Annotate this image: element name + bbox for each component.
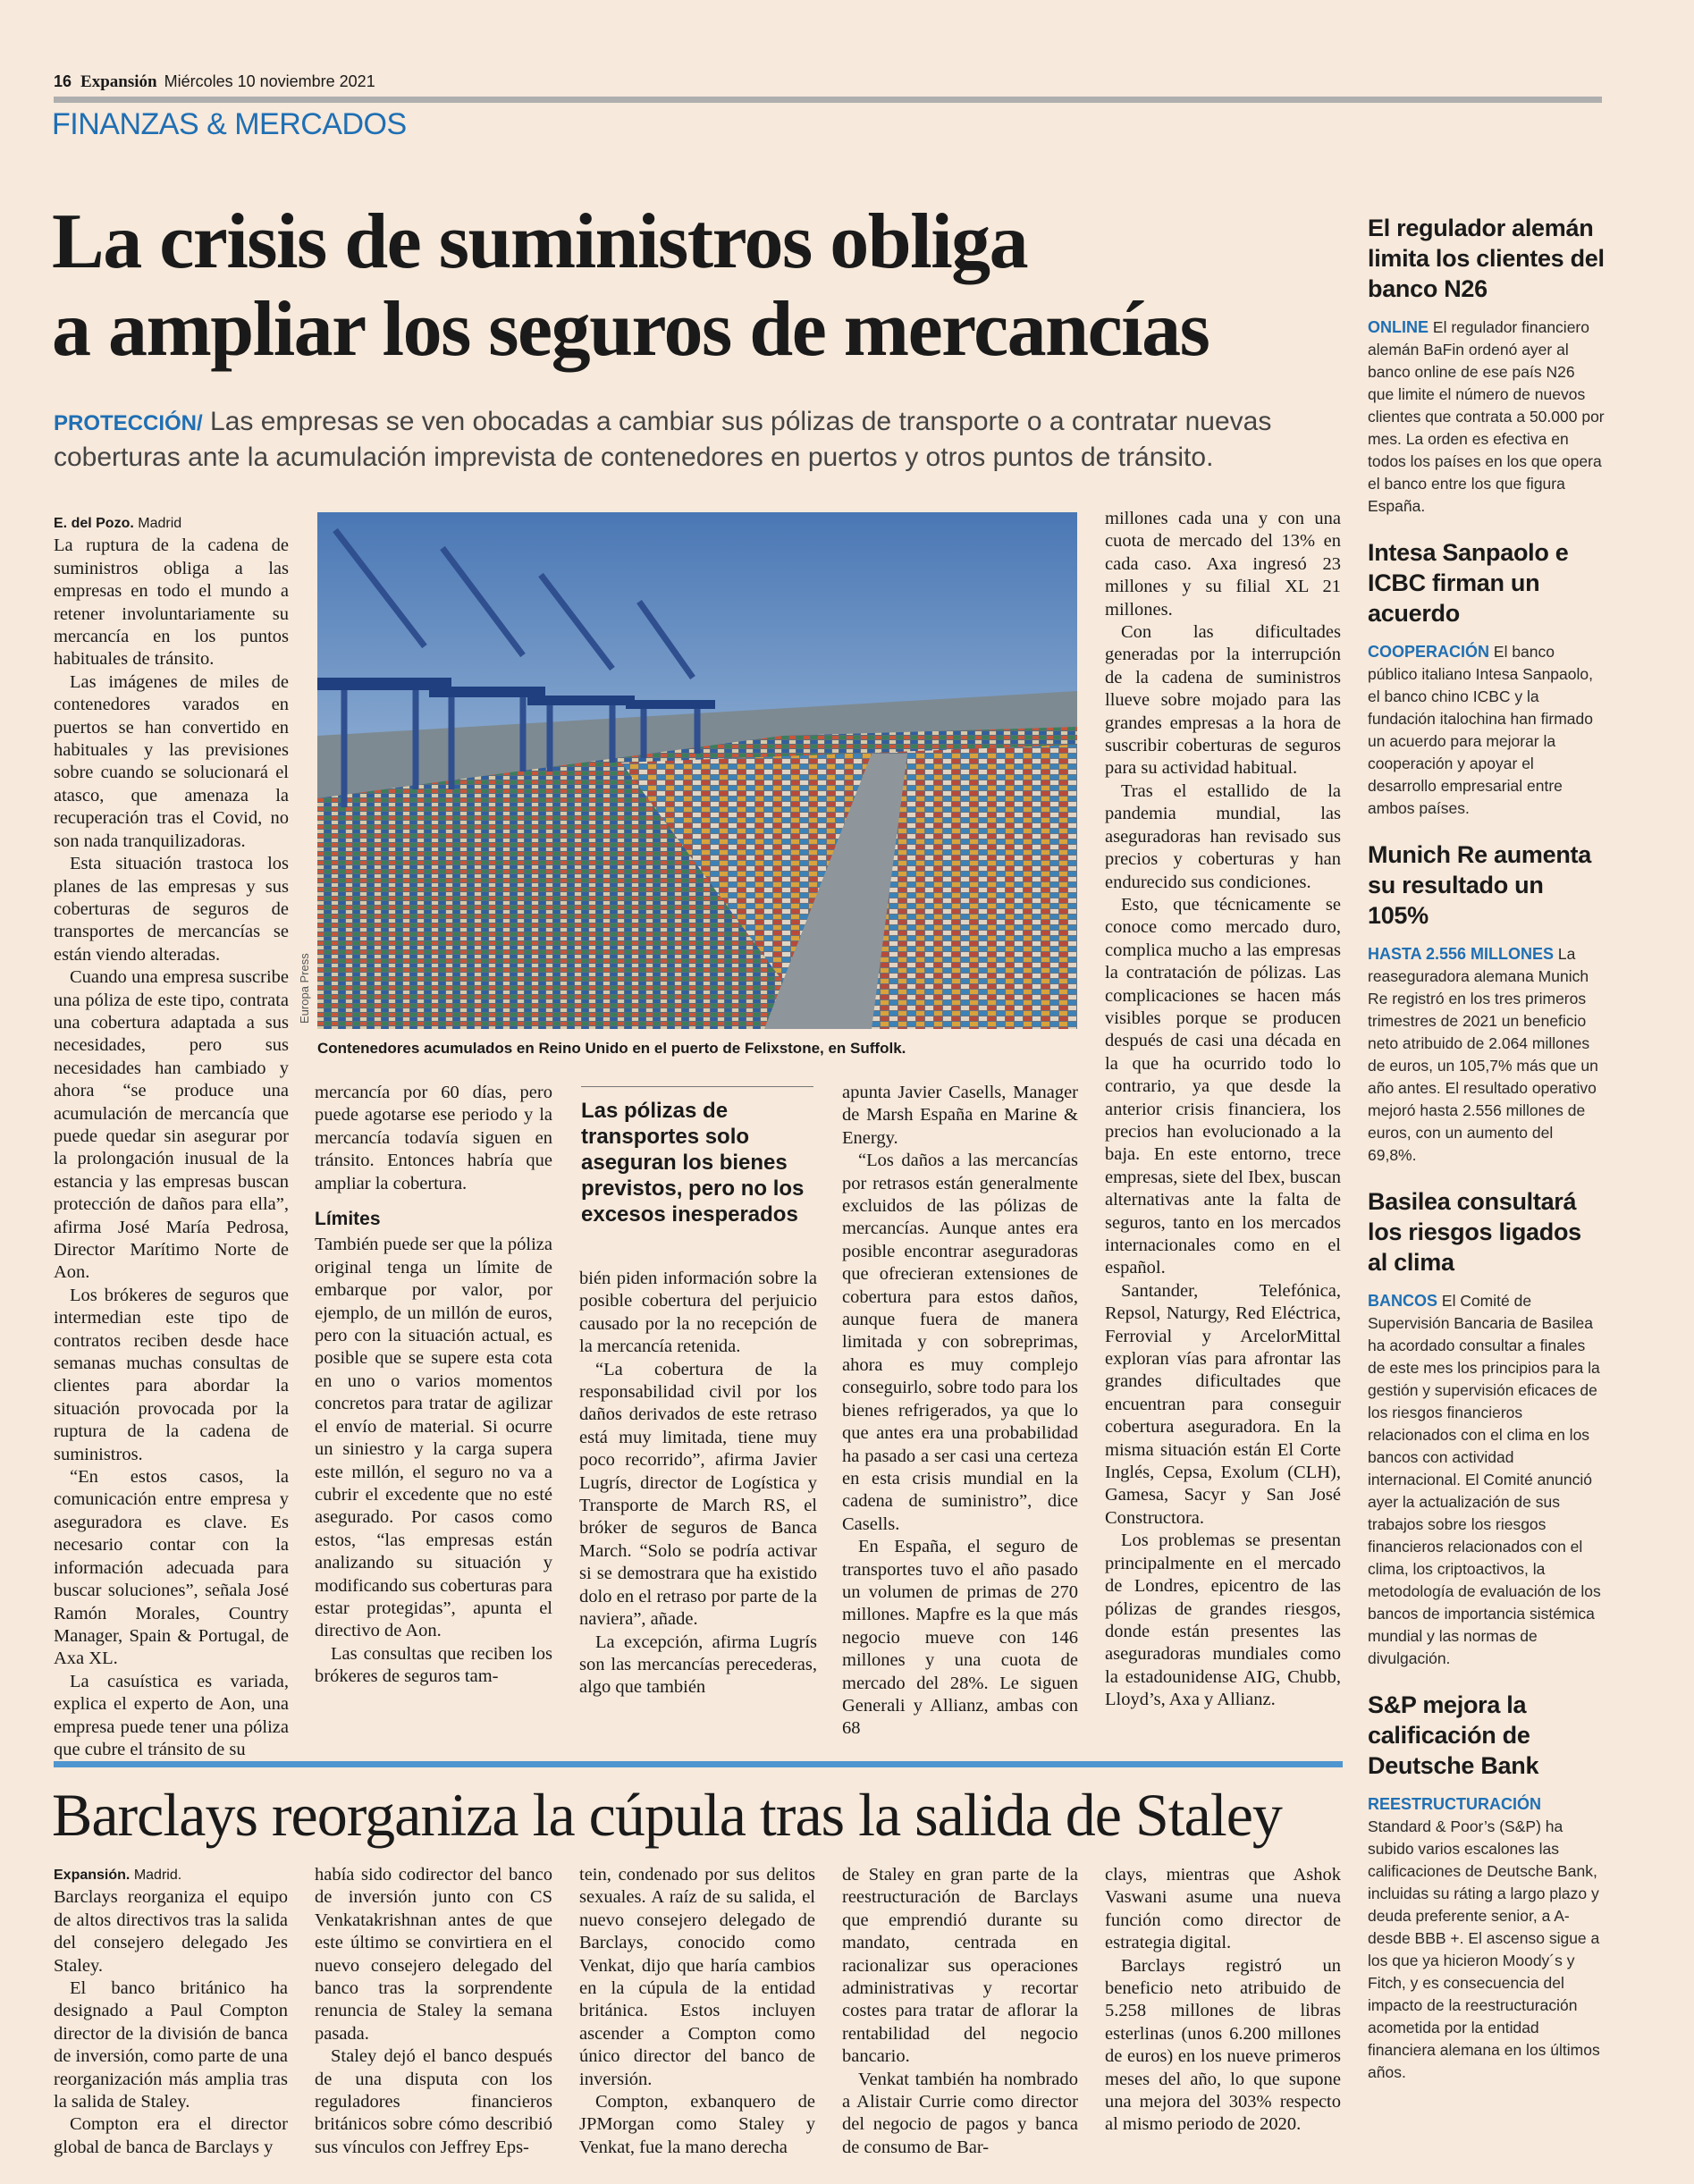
main-column-4	[842, 1082, 1078, 1741]
brief-title: Intesa Sanpaolo e ICBC firman un acuerdo	[1368, 539, 1569, 627]
brief-text	[1368, 641, 1605, 820]
paragraph: mercancía por 60 días, pero puede agotarse ese periodo y la mercancía todavía siguen en tránsito. Entonces habría que ampliar la cobertura.	[315, 1083, 552, 1193]
main-headline	[52, 198, 1357, 374]
paragraph: “En estos casos, la comunicación entre empresa y aseguradora es clave. Es necesario contar con la información adecuada para buscar soluciones”, señala José Ramón Morales, Country Manager, Spain & Portugal, de Axa XL.	[54, 1467, 289, 1669]
brief-body: El regulador financiero alemán BaFin ordenó ayer al banco online de ese país N26 que limite el número de nuevos clientes que contrata a 50.000 por mes. La orden es efectiva en todos los países en los que opera el banco entre los que figura España.	[1368, 318, 1605, 515]
top-rule	[54, 97, 1602, 103]
lower-column-4	[842, 1864, 1078, 2159]
brief-sp-deutsche-bank	[1368, 1690, 1605, 2084]
brief-basilea	[1368, 1186, 1605, 1670]
section-title: FINANZAS & MERCADOS	[52, 107, 407, 141]
brief-text	[1368, 1290, 1605, 1670]
headline-line-2: a ampliar los seguros de mercancías	[52, 286, 1209, 373]
brief-keyword: ONLINE	[1368, 318, 1429, 336]
byline	[54, 1864, 288, 1886]
brief-text	[1368, 943, 1605, 1167]
brief-body: El Comité de Supervisión Bancaria de Basilea ha acordado consultar a finales de este mes los principios para la gestión y supervisión eficaces de los riesgos financieros relacionados con el clima en los bancos con actividad internacional. El Comité anunció ayer la actualización de sus trabajos sobre los riesgos financieros relacionados con el clima, los criptoactivos, la metodología de evaluación de los bancos de importancia sistémica mundial y las normas de divulgación.	[1368, 1292, 1601, 1667]
publication-name: Expansión	[80, 72, 157, 91]
byline-author: Expansión.	[54, 1868, 131, 1883]
standfirst-kicker: PROTECCIÓN/	[54, 411, 203, 435]
issue-date: Miércoles 10 noviembre 2021	[164, 72, 375, 90]
paragraph: También puede ser que la póliza original tenga un límite de embarque por valor, por ejemplo, de un millón de euros, pero con la situación actual, es posible que se supere esta cota en uno o varios momentos concretos para tratar de agilizar el envío de material. Si ocurre un siniestro y la carga supera este millón, el seguro no va a cubrir el excedente que no esté asegurado. Por casos como estos, “las empresas están analizando su situación y modificando sus coberturas para estar protegidas”, apunta el directivo de Aon.	[315, 1235, 552, 1641]
paragraph: tein, condenado por sus delitos sexuales. A raíz de su salida, el nuevo consejero delegado de Barclays, conocido como Venkat, dijo que haría cambios en la cúpula de la entidad británica. Estos incluyen ascender a Compton como único director del banco de inversión.	[579, 1865, 815, 2089]
paragraph: Esto, que técnicamente se conoce como mercado duro, complica mucho a las empresas la contratación de pólizas. Las complicaciones se hacen más visibles porque se producen después de casi una década en la que ha ocurrido todo lo contrario, ya que desde la anterior crisis financiera, los precios han evolucionado a la baja. En este entorno, trece empresas, siete del Ibex, buscan alternativas ante la falta de seguros, tanto en los mercados internacionales como en el español.	[1105, 894, 1341, 1278]
page-number: 16	[54, 72, 72, 90]
brief-intesa	[1368, 537, 1605, 820]
folio	[54, 72, 375, 92]
paragraph: La ruptura de la cadena de suministros obliga a las empresas en todo el mundo a retener involuntariamente su mercancía en los puntos habituales de tránsito.	[54, 535, 289, 670]
news-briefs-sidebar	[1368, 213, 1605, 2104]
brief-title: S&P mejora la calificación de Deutsche Bank	[1368, 1691, 1539, 1779]
brief-body: El banco público italiano Intesa Sanpaolo, el banco chino ICBC y la fundación italochina han firmado un acuerdo para mejorar la cooperación y apoyar el desarrollo empresarial entre ambos países.	[1368, 643, 1593, 817]
brief-keyword: HASTA 2.556 MILLONES	[1368, 945, 1555, 963]
paragraph: Las imágenes de miles de contenedores varados en puertos se han convertido en habituales y las previsiones sobre cuando se solucionará el atasco, que amenaza la recuperación tras el Covid, no son nada tranquilizadoras.	[54, 671, 289, 851]
lower-column-1	[54, 1864, 288, 2159]
paragraph: Las consultas que reciben los brókeres de seguros tam-	[315, 1643, 552, 1687]
brief-text	[1368, 1793, 1605, 2084]
lower-column-5	[1105, 1864, 1341, 2137]
lower-story-rule	[54, 1761, 1343, 1767]
byline	[54, 512, 289, 535]
paragraph: clays, mientras que Ashok Vaswani asume una nueva función como director de estrategia digital.	[1105, 1865, 1341, 1953]
paragraph: Santander, Telefónica, Repsol, Naturgy, Red Eléctrica, Ferrovial y ArcelorMittal exploran vías para afrontar las grandes dificultades que encuentran para conseguir cobertura aseguradora. En la misma situación están El Corte Inglés, Cepsa, Exolum (CLH), Gamesa, Sacyr y San José Constructora.	[1105, 1280, 1341, 1528]
subhead: Límites	[315, 1209, 381, 1230]
pull-quote-rule	[581, 1086, 813, 1087]
brief-munich-re	[1368, 839, 1605, 1167]
standfirst	[54, 405, 1341, 475]
paragraph: de Staley en gran parte de la reestructuración de Barclays que emprendió durante su mandato, centrada en racionalizar sus operaciones administrativas y recortar costes para tratar de aflorar la rentabilidad del negocio bancario.	[842, 1865, 1078, 2067]
lower-column-3	[579, 1864, 815, 2159]
paragraph: Barclays reorganiza el equipo de altos directivos tras la salida del consejero delegado Jes Staley.	[54, 1887, 288, 1976]
paragraph: Cuando una empresa suscribe una póliza de este tipo, contrata una cobertura adaptada a sus necesidades, pero sus necesidades han cambiado y ahora “se produce una acumulación de mercancía que puede quedar sin asegurar por la prolongación inusual de la estancia y las empresas buscan protección de daños para ella”, afirma José María Pedrosa, Director Marítimo Norte de Aon.	[54, 967, 289, 1283]
paragraph: La excepción, afirma Lugrís son las mercancías perecederas, algo que también	[579, 1632, 817, 1698]
paragraph: La casuística es variada, explica el experto de Aon, una empresa puede tener una póliza que cubre el tránsito de su	[54, 1671, 289, 1759]
paragraph: Barclays registró un beneficio neto atribuido de 5.258 millones de libras esterlinas (unos 6.200 millones de euros) en los nueve primeros meses del año, lo que supone una mejora del 303% respecto al mismo periodo de 2020.	[1105, 1955, 1341, 2135]
paragraph: Los brókeres de seguros que intermedian este tipo de contratos reciben desde hace semanas muchas consultas de clientes para abordar la situación provocada por la ruptura de la cadena de suministros.	[54, 1285, 289, 1464]
main-column-5	[1105, 508, 1341, 1712]
main-column-2	[315, 1082, 552, 1689]
brief-body: La reaseguradora alemana Munich Re registró en los tres primeros trimestres de 2021 un beneficio neto atribuido de 2.064 millones de euros, un 105,7% más que un año antes. El resultado operativo mejoró hasta 2.556 millones de euros, con un aumento del 69,8%.	[1368, 945, 1598, 1164]
paragraph: “Los daños a las mercancías por retrasos están generalmente excluidos de las pólizas de mercancías. Aunque antes era posible encontrar aseguradoras que ofrecieran extensiones de cobertura para estos daños, aunque fuera de manera limitada y con sobreprimas, ahora es muy complejo conseguirlo, sobre todo para los bienes refrigerados, ya que lo que antes era una probabilidad ha pasado a ser casi una certeza en esta crisis mundial en la cadena de suministro”, dice Casells.	[842, 1151, 1078, 1534]
paragraph: Con las dificultades generadas por la interrupción de la cadena de suministros llueve sobre mojado para las grandes empresas a la hora de suscribir coberturas de seguros para su actividad habitual.	[1105, 622, 1341, 779]
byline-place: Madrid	[138, 516, 182, 531]
byline-author: E. del Pozo.	[54, 516, 134, 531]
paragraph: El banco británico ha designado a Paul Compton director de la división de banca de inversión, como parte de una reorganización más amplia tras la salida de Staley.	[54, 1978, 288, 2112]
photo-caption: Contenedores acumulados en Reino Unido en el puerto de Felixstone, en Suffolk.	[317, 1040, 906, 1057]
paragraph: “La cobertura de la responsabilidad civil por los daños derivados de este retraso está muy limitada, tiene muy poco recorrido”, afirma Javier Lugrís, director de Logística y Transporte de March RS, el bróker de seguros de Banca March. “Solo se podría activar si se demostrara que ha existido dolo en el retraso por parte de la naviera”, añade.	[579, 1359, 817, 1630]
brief-n26	[1368, 213, 1605, 518]
brief-title: Munich Re aumenta su resultado un 105%	[1368, 841, 1591, 929]
paragraph: Staley dejó el banco después de una disputa con los reguladores financieros británicos sobre cómo describió sus vínculos con Jeffrey Eps-	[315, 2046, 552, 2157]
paragraph: millones cada una y con una cuota de mercado del 13% en cada caso. Axa ingresó 23 millones y su filial XL 21 millones.	[1105, 509, 1341, 620]
brief-keyword: BANCOS	[1368, 1292, 1438, 1310]
paragraph: Compton, exbanquero de JPMorgan como Staley y Venkat, fue la mano derecha	[579, 2092, 815, 2157]
lower-headline: Barclays reorganiza la cúpula tras la salida de Staley	[52, 1781, 1282, 1849]
brief-body: Standard & Poor’s (S&P) ha subido varios escalones las calificaciones de Deutsche Bank, incluidas su ráting a largo plazo y deuda preferente senior, a A- desde BBB +. El ascenso sigue a los que ya hicieron Moody´s y Fitch, y es consecuencia del impacto de la reestructuración acometida por la entidad financiera alemana en los últimos años.	[1368, 1817, 1600, 2081]
paragraph: Los problemas se presentan principalmente en el mercado de Londres, epicentro de las pólizas de grandes riesgos, donde están presentes las aseguradoras mundiales como la estadounidense AIG, Chubb, Lloyd’s, Axa y Allianz.	[1105, 1530, 1341, 1710]
paragraph: apunta Javier Casells, Manager de Marsh España en Marine & Energy.	[842, 1083, 1078, 1148]
brief-text	[1368, 316, 1605, 518]
pull-quote: Las pólizas de transportes solo aseguran los bienes previstos, pero no los excesos inesperados	[581, 1099, 805, 1227]
paragraph: Tras el estallido de la pandemia mundial, las aseguradoras han revisado sus precios y coberturas y han endurecido sus condiciones.	[1105, 780, 1341, 892]
brief-title: El regulador alemán limita los clientes del banco N26	[1368, 215, 1605, 302]
paragraph: Compton era el director global de banca de Barclays y	[54, 2114, 288, 2157]
main-column-1	[54, 512, 289, 1761]
lower-column-2	[315, 1864, 552, 2159]
port-photo	[317, 512, 1077, 1029]
paragraph: Esta situación trastoca los planes de las empresas y sus coberturas de seguros de transportes de mercancías se están viendo alteradas.	[54, 854, 289, 965]
paragraph: bién piden información sobre la posible cobertura del perjuicio causado por la no recepción de la mercancía retenida.	[579, 1269, 817, 1357]
paragraph: había sido codirector del banco de inversión junto con CS Venkatakrishnan antes de que este último se convirtiera en el nuevo consejero delegado del banco tras la sorprendente renuncia de Staley la semana pasada.	[315, 1865, 552, 2044]
brief-title: Basilea consultará los riesgos ligados al clima	[1368, 1188, 1581, 1276]
brief-keyword: COOPERACIÓN	[1368, 643, 1490, 661]
byline-place: Madrid.	[133, 1868, 182, 1883]
main-column-3	[579, 1268, 817, 1699]
headline-line-1: La crisis de suministros obliga	[52, 198, 1028, 285]
paragraph: Venkat también ha nombrado a Alistair Currie como director del negocio de pagos y banca de consumo de Bar-	[842, 2069, 1078, 2157]
photo-credit: Europa Press	[298, 953, 311, 1024]
standfirst-text: Las empresas se ven obocadas a cambiar sus pólizas de transporte o a contratar nuevas coberturas ante la acumulación imprevista de contenedores en puertos y otros puntos de tránsito.	[54, 407, 1272, 472]
paragraph: En España, el seguro de transportes tuvo el año pasado un volumen de primas de 270 millones. Mapfre es la que más negocio mueve con 146 millones y una cuota de mercado del 28%. Le siguen Generali y Allianz, ambas con 68	[842, 1537, 1078, 1739]
brief-keyword: REESTRUCTURACIÓN	[1368, 1795, 1542, 1813]
